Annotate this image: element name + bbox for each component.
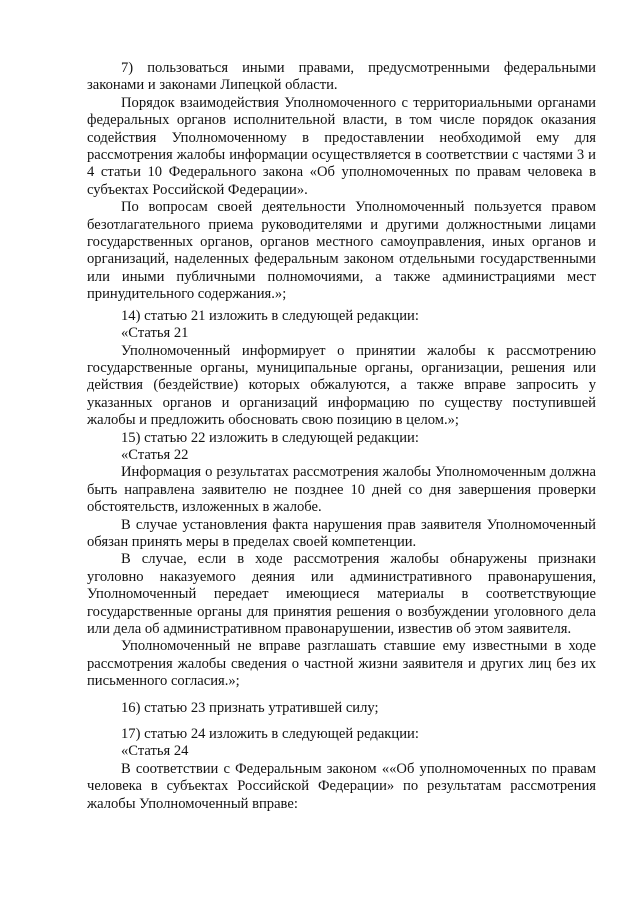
- article-22-title: «Статья 22: [121, 446, 189, 463]
- paragraph-item-7: 7) пользоваться иными правами, предусмотренными федеральными законами и законами Липецкой области.: [87, 60, 596, 94]
- paragraph-interaction-procedure: Порядок взаимодействия Уполномоченного с территориальными органами федеральных органов исполнительной власти, в том числе порядок оказания содействия Уполномоченному в предоставлении необходимой ему для рассмотрения жалобы информации осуществляется в соответствии с частями 3 и 4 статьи 10 Федерального закона «Об уполномоченных по правам человека в субъектах Российской Федерации».: [87, 94, 596, 198]
- article-24-title: «Статья 24: [121, 743, 189, 760]
- document-page: [87, 60, 596, 813]
- amendment-14-heading: 14) статью 21 изложить в следующей редакции:: [121, 307, 419, 324]
- article-22-paragraph-1: Информация о результатах рассмотрения жалобы Уполномоченным должна быть направлена заявителю не позднее 10 дней со дня завершения проверки обстоятельств, изложенных в жалобе.: [87, 464, 596, 516]
- amendment-17-heading: 17) статью 24 изложить в следующей редакции:: [121, 726, 419, 743]
- article-22-paragraph-4: Уполномоченный не вправе разглашать ставшие ему известными в ходе рассмотрения жалобы сведения о частной жизни заявителя и других лиц без их письменного согласия.»;: [87, 638, 596, 690]
- amendment-16-heading: 16) статью 23 признать утратившей силу;: [121, 699, 379, 716]
- article-22-paragraph-3: В случае, если в ходе рассмотрения жалобы обнаружены признаки уголовно наказуемого деяния или административного правонарушения, Уполномоченный передает имеющиеся материалы в соответствующие государственные органы для принятия решения о возбуждении уголовного дела или дела об административном правонарушении, известив об этом заявителя.: [87, 551, 596, 637]
- article-21-text: Уполномоченный информирует о принятии жалобы к рассмотрению государственные органы, муниципальные органы, организации, решения или действия (бездействие) которых обжалуются, а также вправе запросить у указанных органов и организаций информацию по существу поступившей жалобы и предложить обосновать свою позицию в целом.»;: [87, 342, 596, 429]
- article-21-title: «Статья 21: [121, 325, 189, 342]
- article-24-intro: В соответствии с Федеральным законом ««Об уполномоченных по правам человека в субъектах Российской Федерации» по результатам рассмотрения жалобы Уполномоченный вправе:: [87, 760, 596, 812]
- article-22-paragraph-2: В случае установления факта нарушения прав заявителя Уполномоченный обязан принять меры в пределах своей компетенции.: [87, 516, 596, 550]
- amendment-15-heading: 15) статью 22 изложить в следующей редакции:: [121, 429, 419, 446]
- paragraph-reception-right: По вопросам своей деятельности Уполномоченный пользуется правом безотлагательного приема руководителями и другими должностными лицами государственных органов, органов местного самоуправления, иных органов и организаций, наделенных федеральным законом отдельными государственными или иными публичными полномочиями, а также администрациями мест принудительного содержания.»;: [87, 199, 596, 303]
